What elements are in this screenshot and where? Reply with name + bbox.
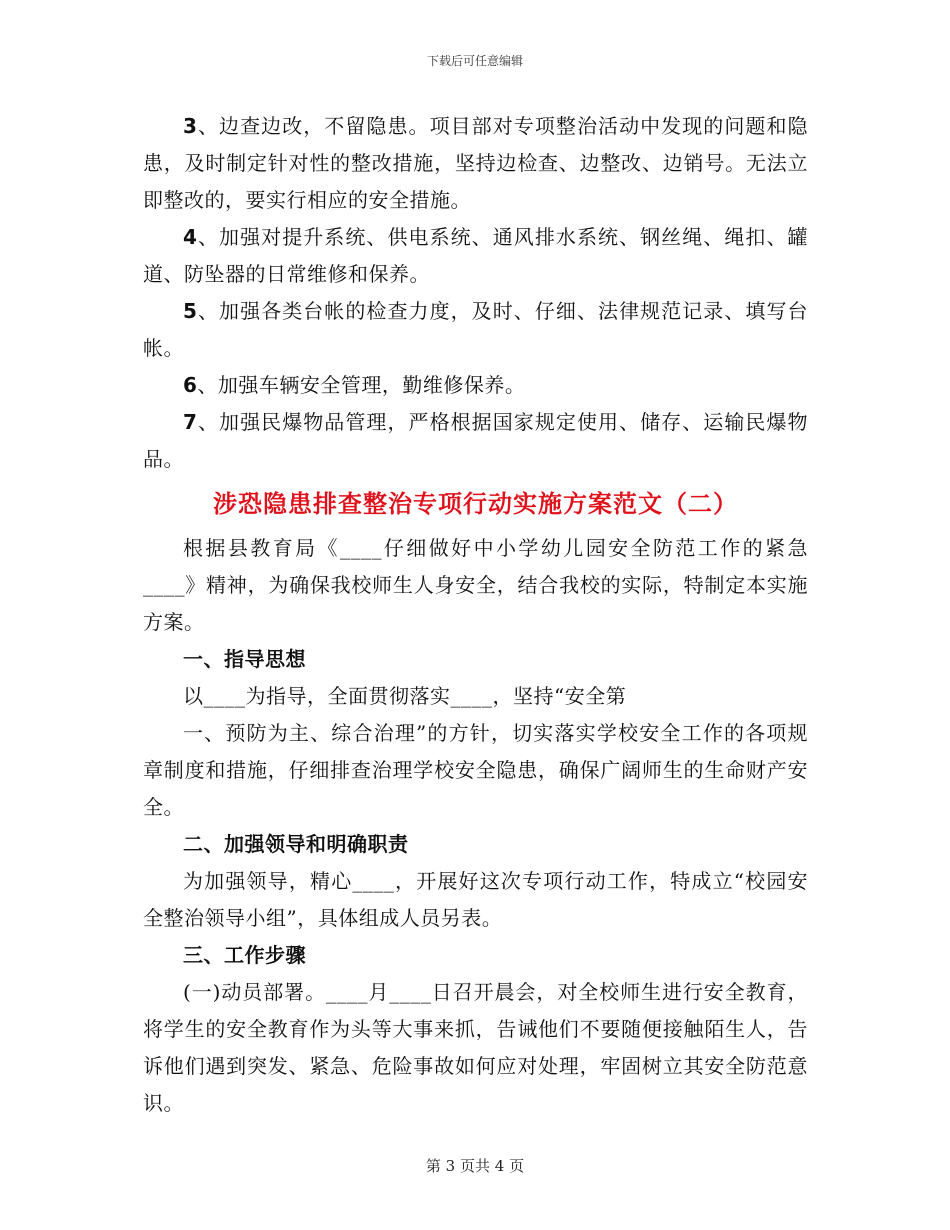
item-number: 6 xyxy=(183,373,198,397)
section-title: 涉恐隐患排查整治专项行动实施方案范文（二） xyxy=(213,489,738,518)
item-number: 5 xyxy=(183,299,198,323)
paragraph: (一)动员部署。____月____日召开晨会，对全校师生进行安全教育，将学生的安全教育作为头等大事来抓，告诫他们不要随便接触陌生人，告诉他们遇到突发、紧急、危险事故如何应对处理，牢固树立其安全防范意识。 xyxy=(143,980,808,1115)
document-body xyxy=(143,108,808,1122)
item-text: 、加强民爆物品管理，严格根据国家规定使用、储存、运输民爆物品。 xyxy=(143,410,808,471)
item-number: 4 xyxy=(183,225,198,249)
header-note: 下载后可任意编辑 xyxy=(426,54,523,68)
list-item xyxy=(143,293,808,367)
paragraph: 为加强领导，精心____，开展好这次专项行动工作，特成立“校园安全整治领导小组”，具体组成人员另表。 xyxy=(143,869,808,930)
list-item xyxy=(143,219,808,293)
paragraph: 一、预防为主、综合治理”的方针，切实落实学校安全工作的各项规章制度和措施，仔细排查治理学校安全隐患，确保广阔师生的生命财产安全。 xyxy=(143,721,808,819)
item-number: 3 xyxy=(183,114,198,138)
item-text: 、加强车辆安全管理，勤维修保养。 xyxy=(197,373,526,397)
list-item xyxy=(143,367,808,404)
page-number: 第 3 页共 4 页 xyxy=(425,1157,525,1175)
item-text: 、加强各类台帐的检查力度，及时、仔细、法律规范记录、填写台帐。 xyxy=(143,299,808,360)
list-item xyxy=(143,404,808,478)
list-item xyxy=(143,108,808,219)
intro-paragraph: 根据县教育局《____仔细做好中小学幼儿园安全防范工作的紧急____》精神，为确保我校师生人身安全，结合我校的实际，特制定本实施方案。 xyxy=(143,536,808,634)
heading-leadership: 二、加强领导和明确职责 xyxy=(183,832,409,856)
item-text: 、加强对提升系统、供电系统、通风排水系统、钢丝绳、绳扣、罐道、防坠器的日常维修和保养。 xyxy=(143,225,808,286)
heading-work-steps: 三、工作步骤 xyxy=(183,943,306,967)
item-number: 7 xyxy=(183,410,198,434)
item-text: 、边查边改，不留隐患。项目部对专项整治活动中发现的问题和隐患，及时制定针对性的整改措施，坚持边检查、边整改、边销号。无法立即整改的，要实行相应的安全措施。 xyxy=(143,114,808,212)
paragraph: 以____为指导，全面贯彻落实____，坚持“安全第 xyxy=(183,684,627,708)
heading-guiding-thought: 一、指导思想 xyxy=(183,647,306,671)
